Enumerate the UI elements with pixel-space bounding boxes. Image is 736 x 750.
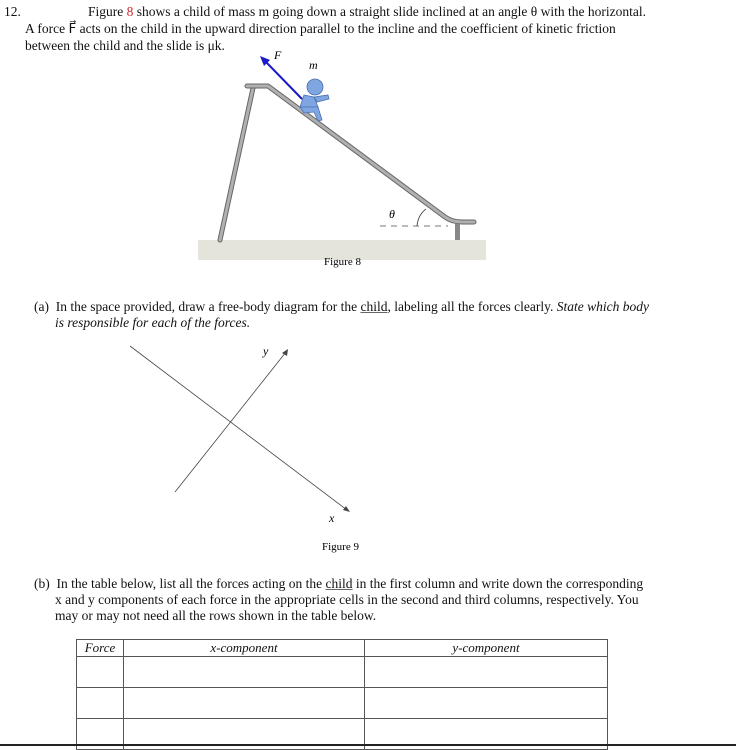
x-axis (130, 346, 347, 510)
table-header-row (77, 640, 608, 657)
intro-line-1 (88, 4, 646, 20)
free-body-diagram-area[interactable] (110, 335, 380, 560)
part-b-line-2: x and y components of each force in the appropriate cells in the second and third columns, respectively. You (55, 592, 639, 607)
part-b-label: (b) (34, 576, 50, 591)
figure-8-link[interactable]: 8 (126, 4, 134, 19)
slide-figure (190, 45, 500, 275)
figure-8-caption: Figure 8 (324, 256, 361, 268)
question-number: 12. (4, 4, 21, 19)
x-component-cell[interactable] (124, 657, 365, 688)
slide (247, 86, 474, 222)
y-axis (175, 352, 286, 492)
angle-arc (417, 209, 426, 226)
part-a-text: In the space provided, draw a free-body diagram for the (55, 299, 361, 314)
part-a-italic: State which body (556, 299, 650, 314)
part-b-text: In the table below, list all the forces acting on the (56, 576, 326, 591)
header-x-component: x-component (124, 640, 365, 657)
figure-9-caption: Figure 9 (322, 541, 359, 553)
y-component-cell[interactable] (365, 657, 608, 688)
part-a-line-2 (55, 315, 250, 331)
x-component-cell[interactable] (124, 688, 365, 719)
child-underlined-b: child (325, 576, 353, 591)
force-label: F⃗ (274, 48, 291, 62)
part-a-italic-2: is responsible for each of the forces. (55, 315, 251, 330)
forces-table (76, 639, 608, 750)
force-cell[interactable] (77, 657, 124, 688)
intro-text-cont: shows a child of mass m going down a straight slide inclined at an angle θ with the horizontal. (133, 4, 646, 19)
page-bottom-rule (0, 744, 736, 746)
part-b-text-cont: in the first column and write down the corresponding (352, 576, 644, 591)
force-arrow (266, 62, 302, 99)
y-component-cell[interactable] (365, 688, 608, 719)
part-a-text-cont: , labeling all the forces clearly. (387, 299, 557, 314)
header-y-component: y-component (365, 640, 608, 657)
part-b-line-3: may or may not need all the rows shown in the table below. (55, 608, 377, 623)
part-a-line-1 (34, 299, 649, 315)
x-axis-label: x (329, 511, 335, 525)
child-underlined: child (360, 299, 388, 314)
angle-label: θ (389, 207, 395, 221)
mass-label: m (309, 58, 318, 72)
force-cell[interactable] (77, 688, 124, 719)
intro-text: Figure (88, 4, 127, 19)
header-force: Force (77, 640, 124, 657)
table-row (77, 657, 608, 688)
intro-line-3: between the child and the slide is μk. (25, 38, 225, 53)
y-axis-label: y (263, 344, 269, 358)
part-b-line-1 (34, 576, 643, 592)
intro-line-2: A force F⃗ acts on the child in the upward direction parallel to the incline and the coefficient of kinetic friction (25, 21, 616, 36)
table-row (77, 688, 608, 719)
part-a-label: (a) (34, 299, 49, 314)
